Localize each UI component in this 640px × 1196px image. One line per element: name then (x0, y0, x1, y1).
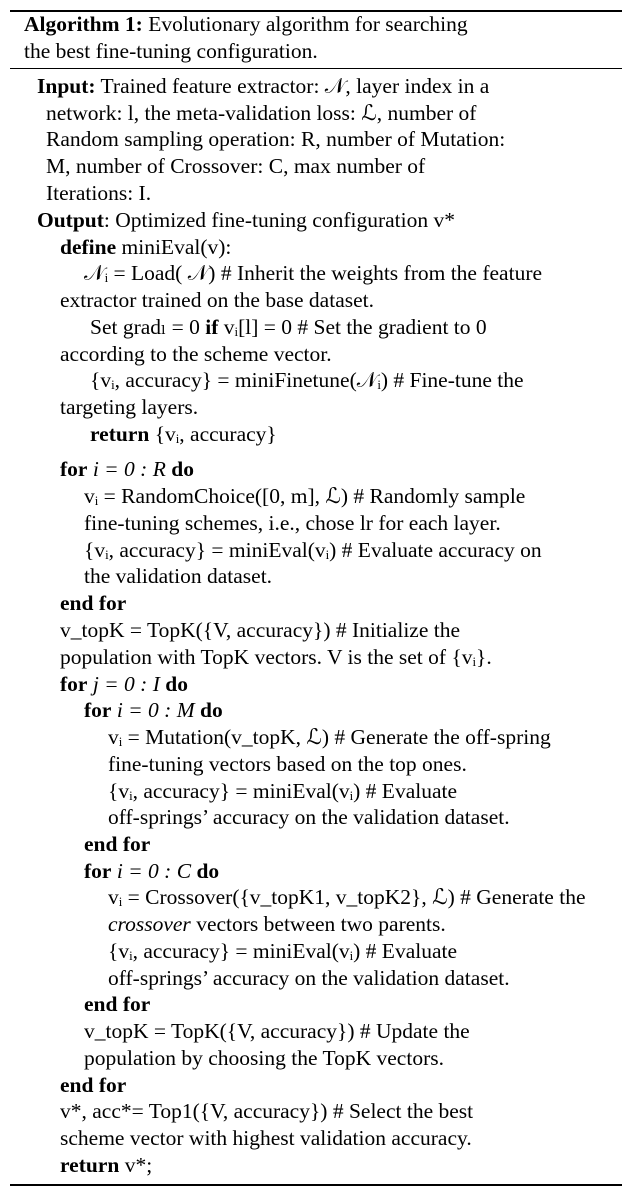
loop2-end: end for (60, 1073, 127, 1097)
mutation-header: for i = 0 : M do (84, 698, 223, 722)
define-body-4: according to the scheme vector. (60, 342, 332, 366)
algorithm-title-line-1 (24, 11, 468, 37)
algorithm-label: Algorithm 1: (24, 12, 143, 36)
mutation-body-1: vᵢ = Mutation(v_topK, ℒ) # Generate the off-spring (108, 725, 551, 749)
define-body-1: 𝒩ᵢ = Load( 𝒩) # Inherit the weights from the feature (84, 261, 543, 285)
output-label: Output (37, 208, 104, 232)
loop1-body-2: fine-tuning schemes, i.e., chose lr for each layer. (84, 511, 501, 535)
input-line-4: M, number of Crossover: C, max number of (46, 154, 426, 178)
define-body-3: Set gradₗ = 0 if vᵢ[l] = 0 # Set the gradient to 0 (90, 315, 487, 339)
input-label: Input: (37, 74, 96, 98)
header-rule (10, 68, 622, 69)
mutation-body-3: {vᵢ, accuracy} = miniEval(vᵢ) # Evaluate (108, 779, 458, 803)
crossover-header: for i = 0 : C do (84, 859, 220, 883)
algorithm-title-line-2: the best fine-tuning configuration. (24, 39, 318, 63)
loop1-header: for i = 0 : R do (60, 457, 194, 481)
loop1-end: end for (60, 591, 127, 615)
loop1-body-3: {vᵢ, accuracy} = miniEval(vᵢ) # Evaluate accuracy on (84, 538, 542, 562)
define-return: return {vᵢ, accuracy} (90, 422, 277, 446)
select-line-2: scheme vector with highest validation accuracy. (60, 1126, 472, 1150)
loop2-header: for j = 0 : I do (60, 672, 188, 696)
crossover-body-2: crossover vectors between two parents. (108, 912, 446, 936)
define-body-6: targeting layers. (60, 395, 199, 419)
select-line-1: v*, acc*= Top1({V, accuracy}) # Select the best (60, 1099, 474, 1123)
mutation-end: end for (84, 832, 151, 856)
update-line-2: population by choosing the TopK vectors. (84, 1046, 444, 1070)
final-return: return v*; (60, 1153, 153, 1177)
output-line: Output: Optimized fine-tuning configuration v* (37, 208, 456, 232)
init-line-1: v_topK = TopK({V, accuracy}) # Initialize the (60, 618, 461, 642)
define-line: define miniEval(v): (60, 235, 232, 259)
input-line-5: Iterations: I. (46, 181, 152, 205)
input-line-1: Input: Trained feature extractor: 𝒩, layer index in a (37, 74, 490, 98)
loop1-body-1: vᵢ = RandomChoice([0, m], ℒ) # Randomly sample (84, 484, 526, 508)
mutation-body-2: fine-tuning vectors based on the top ones. (108, 752, 467, 776)
crossover-body-3: {vᵢ, accuracy} = miniEval(vᵢ) # Evaluate (108, 939, 458, 963)
loop1-body-4: the validation dataset. (84, 564, 273, 588)
mutation-body-4: off-springs’ accuracy on the validation dataset. (108, 805, 510, 829)
crossover-body-4: off-springs’ accuracy on the validation dataset. (108, 966, 510, 990)
algorithm-title: Evolutionary algorithm for searching (148, 12, 468, 36)
define-body-2: extractor trained on the base dataset. (60, 288, 374, 312)
crossover-body-1: vᵢ = Crossover({v_topK1, v_topK2}, ℒ) # Generate the (108, 885, 586, 909)
init-line-2: population with TopK vectors. V is the set of {vᵢ}. (60, 645, 492, 669)
update-line-1: v_topK = TopK({V, accuracy}) # Update the (84, 1019, 470, 1043)
input-line-3: Random sampling operation: R, number of Mutation: (46, 127, 506, 151)
crossover-end: end for (84, 992, 151, 1016)
define-body-5: {vᵢ, accuracy} = miniFinetune(𝒩ᵢ) # Fine-tune the (90, 368, 524, 392)
input-line-2: network: l, the meta-validation loss: ℒ, number of (46, 101, 477, 125)
bottom-rule (10, 1184, 622, 1186)
